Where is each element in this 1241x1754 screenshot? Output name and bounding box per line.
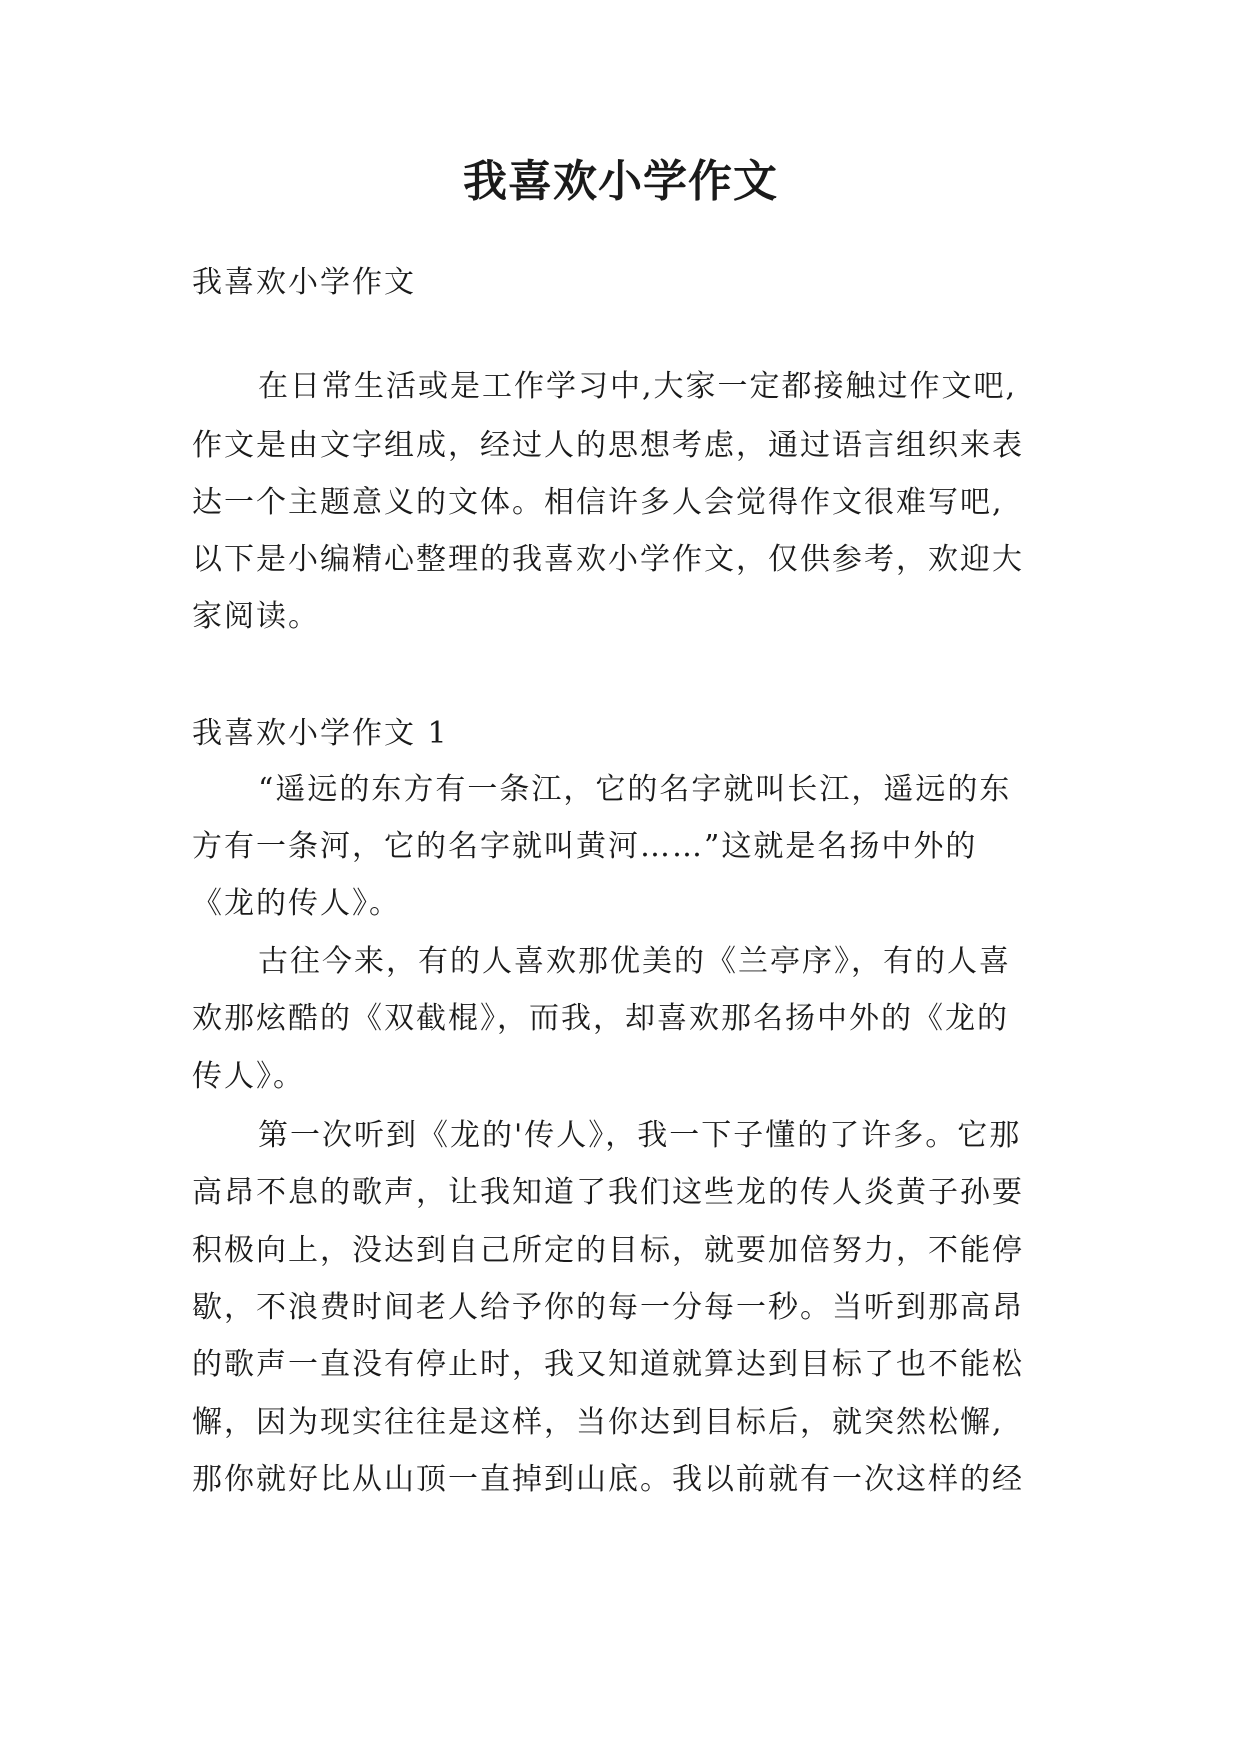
intro-line-3: 达一个主题意义的文体。相信许多人会觉得作文很难写吧,	[192, 485, 1004, 520]
para3-line-1: 第一次听到《龙的'传人》，我一下子懂的了许多。它那	[258, 1118, 1022, 1153]
para3-line-6: 懈，因为现实往往是这样，当你达到目标后，就突然松懈,	[192, 1405, 1004, 1440]
document-title: 我喜欢小学作文	[463, 156, 778, 207]
para3-line-4: 歇，不浪费时间老人给予你的每一分每一秒。当听到那高昂	[192, 1290, 1024, 1325]
para2-line-1: 古往今来，有的人喜欢那优美的《兰亭序》，有的人喜	[258, 944, 1011, 979]
para2-line-2: 欢那炫酷的《双截棍》，而我，却喜欢那名扬中外的《龙的	[192, 1001, 1009, 1036]
para1-line-3: 《龙的传人》。	[192, 886, 401, 921]
document-subtitle: 我喜欢小学作文	[192, 265, 416, 300]
para1-line-2: 方有一条河，它的名字就叫黄河……”这就是名扬中外的	[192, 829, 978, 864]
para1-line-1: “遥远的东方有一条江，它的名字就叫长江，遥远的东	[258, 772, 1012, 807]
para3-line-2: 高昂不息的歌声，让我知道了我们这些龙的传人炎黄子孙要	[192, 1175, 1024, 1210]
para2-line-3: 传人》。	[192, 1059, 305, 1094]
intro-line-4: 以下是小编精心整理的我喜欢小学作文，仅供参考，欢迎大	[192, 542, 1024, 577]
section-heading: 我喜欢小学作文 1	[192, 716, 449, 751]
para3-line-3: 积极向上，没达到自己所定的目标，就要加倍努力，不能停	[192, 1233, 1024, 1268]
para3-line-7: 那你就好比从山顶一直掉到山底。我以前就有一次这样的经	[192, 1462, 1024, 1497]
intro-line-2: 作文是由文字组成，经过人的思想考虑，通过语言组织来表	[192, 428, 1024, 463]
intro-line-1: 在日常生活或是工作学习中,大家一定都接触过作文吧,	[258, 369, 1018, 404]
para3-line-5: 的歌声一直没有停止时，我又知道就算达到目标了也不能松	[192, 1347, 1024, 1382]
intro-line-5: 家阅读。	[192, 599, 320, 634]
